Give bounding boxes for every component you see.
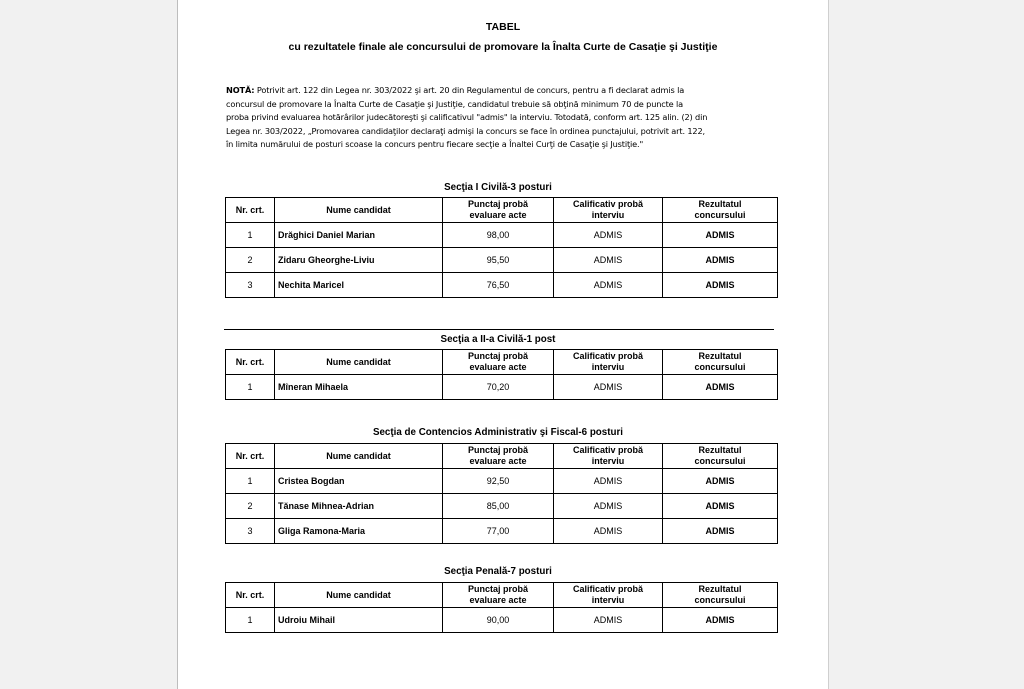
- cell-nr: 3: [226, 519, 275, 544]
- cell-interview: ADMIS: [554, 494, 663, 519]
- table-header-row: [226, 444, 778, 469]
- cell-result: ADMIS: [663, 273, 778, 298]
- table-row: [226, 248, 778, 273]
- cell-name: Tănase Mihnea-Adrian: [275, 494, 443, 519]
- cell-name: Nechita Maricel: [275, 273, 443, 298]
- results-table: [225, 197, 778, 298]
- note-label: NOTĂ:: [226, 85, 255, 95]
- note-line: NOTĂ: Potrivit art. 122 din Legea nr. 303/2022 şi art. 20 din Regulamentul de concurs, pentru a fi declarat admis la: [226, 85, 685, 95]
- section-title: Secţia a II-a Civilă-1 post: [440, 334, 556, 345]
- results-table: [225, 443, 778, 544]
- note-line: Legea nr. 303/2022, „Promovarea candidaţilor declaraţi admişi la concurs se face în ordinea punctajului, potrivit art. 122,: [226, 125, 705, 136]
- col-header-result: Rezultatul concursului: [663, 444, 778, 469]
- cell-nr: 1: [226, 223, 275, 248]
- col-header-name: Nume candidat: [275, 350, 443, 375]
- table-header-row: [226, 583, 778, 608]
- col-header-nr: Nr. crt.: [226, 198, 275, 223]
- cell-result: ADMIS: [663, 375, 778, 400]
- col-header-nr: Nr. crt.: [226, 350, 275, 375]
- cell-name: Udroiu Mihail: [275, 608, 443, 633]
- cell-interview: ADMIS: [554, 469, 663, 494]
- table-row: [226, 469, 778, 494]
- cell-score: 85,00: [443, 494, 554, 519]
- note-line: concursul de promovare la Înalta Curte de Casaţie şi Justiţie, candidatul trebuie să obţină minimum 70 de puncte la: [226, 98, 684, 109]
- cell-result: ADMIS: [663, 469, 778, 494]
- section-divider: [224, 329, 774, 330]
- table-row: [226, 375, 778, 400]
- section-title: Secţia Penală-7 posturi: [444, 566, 552, 577]
- cell-score: 90,00: [443, 608, 554, 633]
- cell-result: ADMIS: [663, 494, 778, 519]
- document-title: TABEL: [485, 21, 521, 33]
- cell-result: ADMIS: [663, 248, 778, 273]
- cell-interview: ADMIS: [554, 375, 663, 400]
- note-line: proba privind evaluarea hotărârilor judecătoreşti şi calificativul "admis" la interviu. Totodată, conform art. 125 alin. (2) din: [226, 112, 708, 123]
- col-header-interview: Calificativ probă interviu: [554, 350, 663, 375]
- cell-name: Cristea Bogdan: [275, 469, 443, 494]
- cell-score: 76,50: [443, 273, 554, 298]
- cell-interview: ADMIS: [554, 223, 663, 248]
- col-header-nr: Nr. crt.: [226, 444, 275, 469]
- viewer-background-left: [0, 0, 177, 689]
- col-header-result: Rezultatul concursului: [663, 583, 778, 608]
- table-row: [226, 223, 778, 248]
- viewer-background-right: [829, 0, 1024, 689]
- cell-nr: 2: [226, 248, 275, 273]
- table-header-row: [226, 198, 778, 223]
- cell-name: Zidaru Gheorghe-Liviu: [275, 248, 443, 273]
- document-page: [178, 0, 828, 689]
- cell-score: 70,20: [443, 375, 554, 400]
- col-header-result: Rezultatul concursului: [663, 198, 778, 223]
- col-header-score: Punctaj probă evaluare acte: [443, 583, 554, 608]
- cell-interview: ADMIS: [554, 248, 663, 273]
- cell-nr: 1: [226, 375, 275, 400]
- cell-score: 98,00: [443, 223, 554, 248]
- col-header-score: Punctaj probă evaluare acte: [443, 444, 554, 469]
- page-edge-right: [828, 0, 829, 689]
- note-paragraph: [226, 84, 782, 152]
- cell-nr: 3: [226, 273, 275, 298]
- col-header-interview: Calificativ probă interviu: [554, 198, 663, 223]
- col-header-name: Nume candidat: [275, 444, 443, 469]
- cell-interview: ADMIS: [554, 273, 663, 298]
- cell-name: Drăghici Daniel Marian: [275, 223, 443, 248]
- col-header-interview: Calificativ probă interviu: [554, 444, 663, 469]
- col-header-interview: Calificativ probă interviu: [554, 583, 663, 608]
- col-header-score: Punctaj probă evaluare acte: [443, 198, 554, 223]
- results-table: [225, 582, 778, 633]
- cell-nr: 2: [226, 494, 275, 519]
- cell-result: ADMIS: [663, 519, 778, 544]
- table-row: [226, 608, 778, 633]
- cell-nr: 1: [226, 469, 275, 494]
- col-header-result: Rezultatul concursului: [663, 350, 778, 375]
- col-header-nr: Nr. crt.: [226, 583, 275, 608]
- section-title: Secţia I Civilă-3 posturi: [444, 182, 552, 193]
- cell-interview: ADMIS: [554, 608, 663, 633]
- cell-result: ADMIS: [663, 223, 778, 248]
- cell-score: 95,50: [443, 248, 554, 273]
- document-subtitle: cu rezultatele finale ale concursului de promovare la Înalta Curte de Casaţie şi Justiţie: [288, 41, 718, 53]
- cell-nr: 1: [226, 608, 275, 633]
- note-line: în limita numărului de posturi scoase la concurs pentru fiecare secţie a Înaltei Curţi de Casaţie şi Justiţie.": [226, 139, 644, 150]
- results-table: [225, 349, 778, 400]
- table-header-row: [226, 350, 778, 375]
- cell-score: 77,00: [443, 519, 554, 544]
- cell-name: Mîneran Mihaela: [275, 375, 443, 400]
- section-title: Secţia de Contencios Administrativ şi Fiscal-6 posturi: [372, 427, 624, 438]
- col-header-name: Nume candidat: [275, 198, 443, 223]
- cell-name: Gliga Ramona-Maria: [275, 519, 443, 544]
- cell-interview: ADMIS: [554, 519, 663, 544]
- cell-result: ADMIS: [663, 608, 778, 633]
- cell-score: 92,50: [443, 469, 554, 494]
- col-header-name: Nume candidat: [275, 583, 443, 608]
- col-header-score: Punctaj probă evaluare acte: [443, 350, 554, 375]
- table-row: [226, 519, 778, 544]
- table-row: [226, 273, 778, 298]
- table-row: [226, 494, 778, 519]
